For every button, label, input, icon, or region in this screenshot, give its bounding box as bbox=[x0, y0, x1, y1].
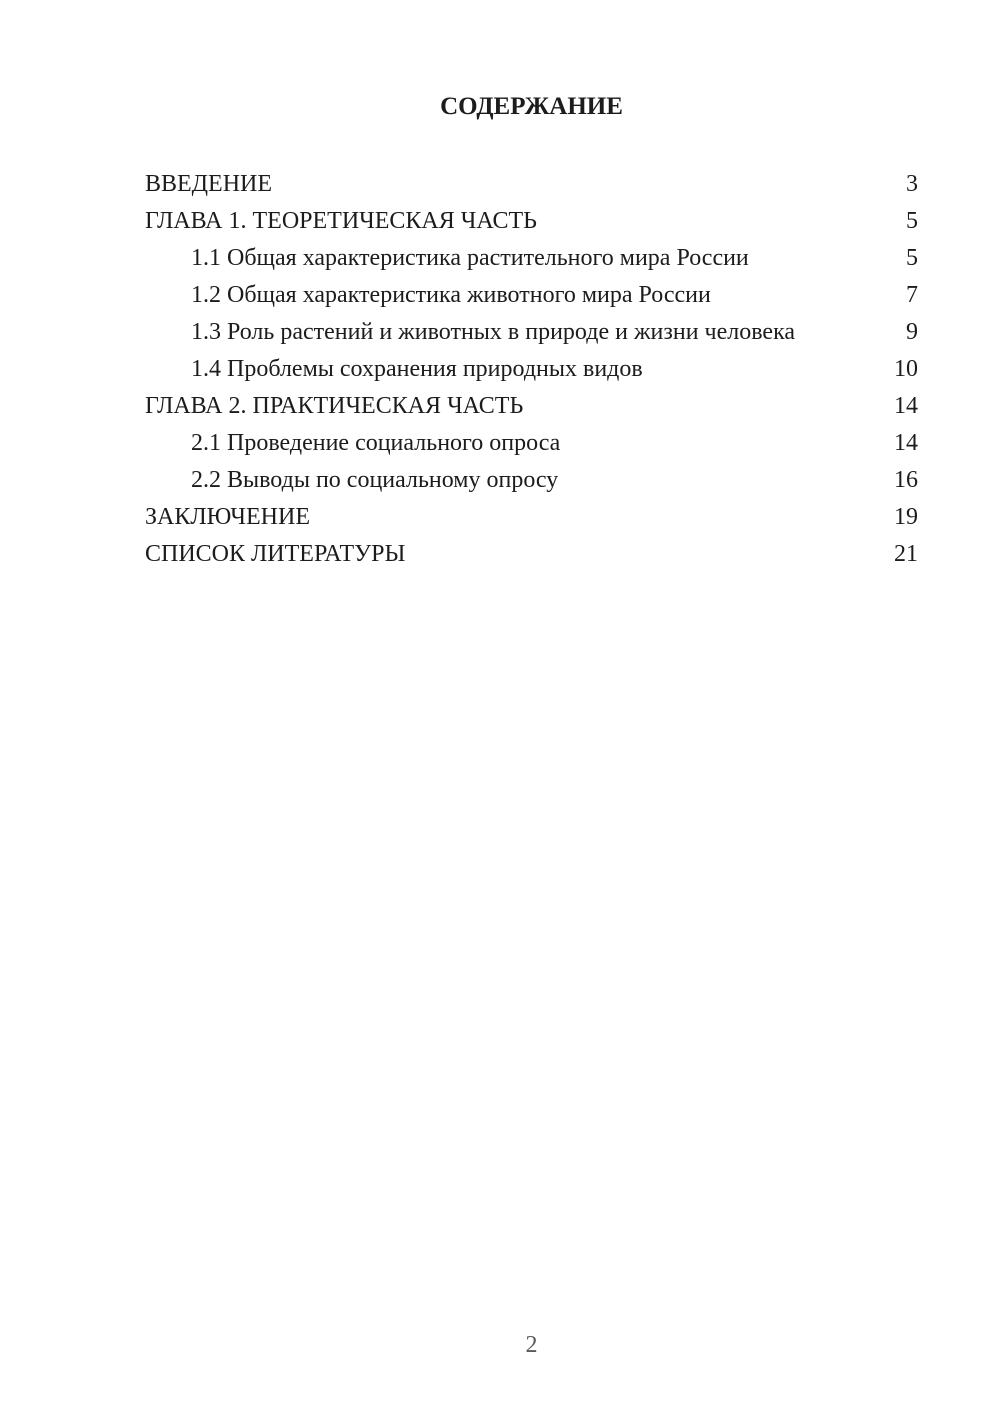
toc-entry[interactable] bbox=[145, 277, 918, 314]
toc-entry-page: 3 bbox=[906, 171, 918, 197]
toc-entry-label: ГЛАВА 2. ПРАКТИЧЕСКАЯ ЧАСТЬ bbox=[145, 393, 524, 419]
toc-entry-page: 21 bbox=[894, 541, 918, 567]
table-of-contents bbox=[145, 166, 918, 573]
toc-entry-page: 16 bbox=[894, 467, 918, 493]
toc-entry-label: ЗАКЛЮЧЕНИЕ bbox=[145, 504, 310, 530]
page-title: СОДЕРЖАНИЕ bbox=[440, 93, 623, 120]
toc-entry-page: 10 bbox=[894, 356, 918, 382]
toc-entry-label: ГЛАВА 1. ТЕОРЕТИЧЕСКАЯ ЧАСТЬ bbox=[145, 208, 537, 234]
toc-entry-page: 19 bbox=[894, 504, 918, 530]
toc-entry[interactable] bbox=[145, 351, 918, 388]
toc-entry-label: 1.1 Общая характеристика растительного мира России bbox=[191, 245, 749, 271]
toc-entry[interactable] bbox=[145, 499, 918, 536]
toc-entry-label: СПИСОК ЛИТЕРАТУРЫ bbox=[145, 541, 406, 567]
toc-entry-page: 5 bbox=[906, 245, 918, 271]
toc-entry[interactable] bbox=[145, 240, 918, 277]
toc-entry-label: 1.4 Проблемы сохранения природных видов bbox=[191, 356, 643, 382]
toc-entry[interactable] bbox=[145, 166, 918, 203]
toc-entry[interactable] bbox=[145, 425, 918, 462]
toc-entry[interactable] bbox=[145, 203, 918, 240]
toc-entry-page: 7 bbox=[906, 282, 918, 308]
toc-entry[interactable] bbox=[145, 462, 918, 499]
toc-entry-page: 5 bbox=[906, 208, 918, 234]
toc-entry-label: 1.2 Общая характеристика животного мира России bbox=[191, 282, 711, 308]
toc-entry[interactable] bbox=[145, 388, 918, 425]
toc-entry[interactable] bbox=[145, 314, 918, 351]
toc-entry-label: 1.3 Роль растений и животных в природе и жизни человека bbox=[191, 319, 796, 345]
toc-entry-page: 14 bbox=[894, 430, 918, 456]
toc-entry-label: ВВЕДЕНИЕ bbox=[145, 171, 273, 197]
toc-entry-page: 14 bbox=[894, 393, 918, 419]
toc-entry-label: 2.2 Выводы по социальному опросу bbox=[191, 467, 559, 493]
toc-entry-label: 2.1 Проведение социального опроса bbox=[191, 430, 561, 456]
toc-entry-page: 9 bbox=[906, 319, 918, 345]
toc-entry[interactable] bbox=[145, 536, 918, 573]
footer-page-number: 2 bbox=[525, 1332, 538, 1358]
